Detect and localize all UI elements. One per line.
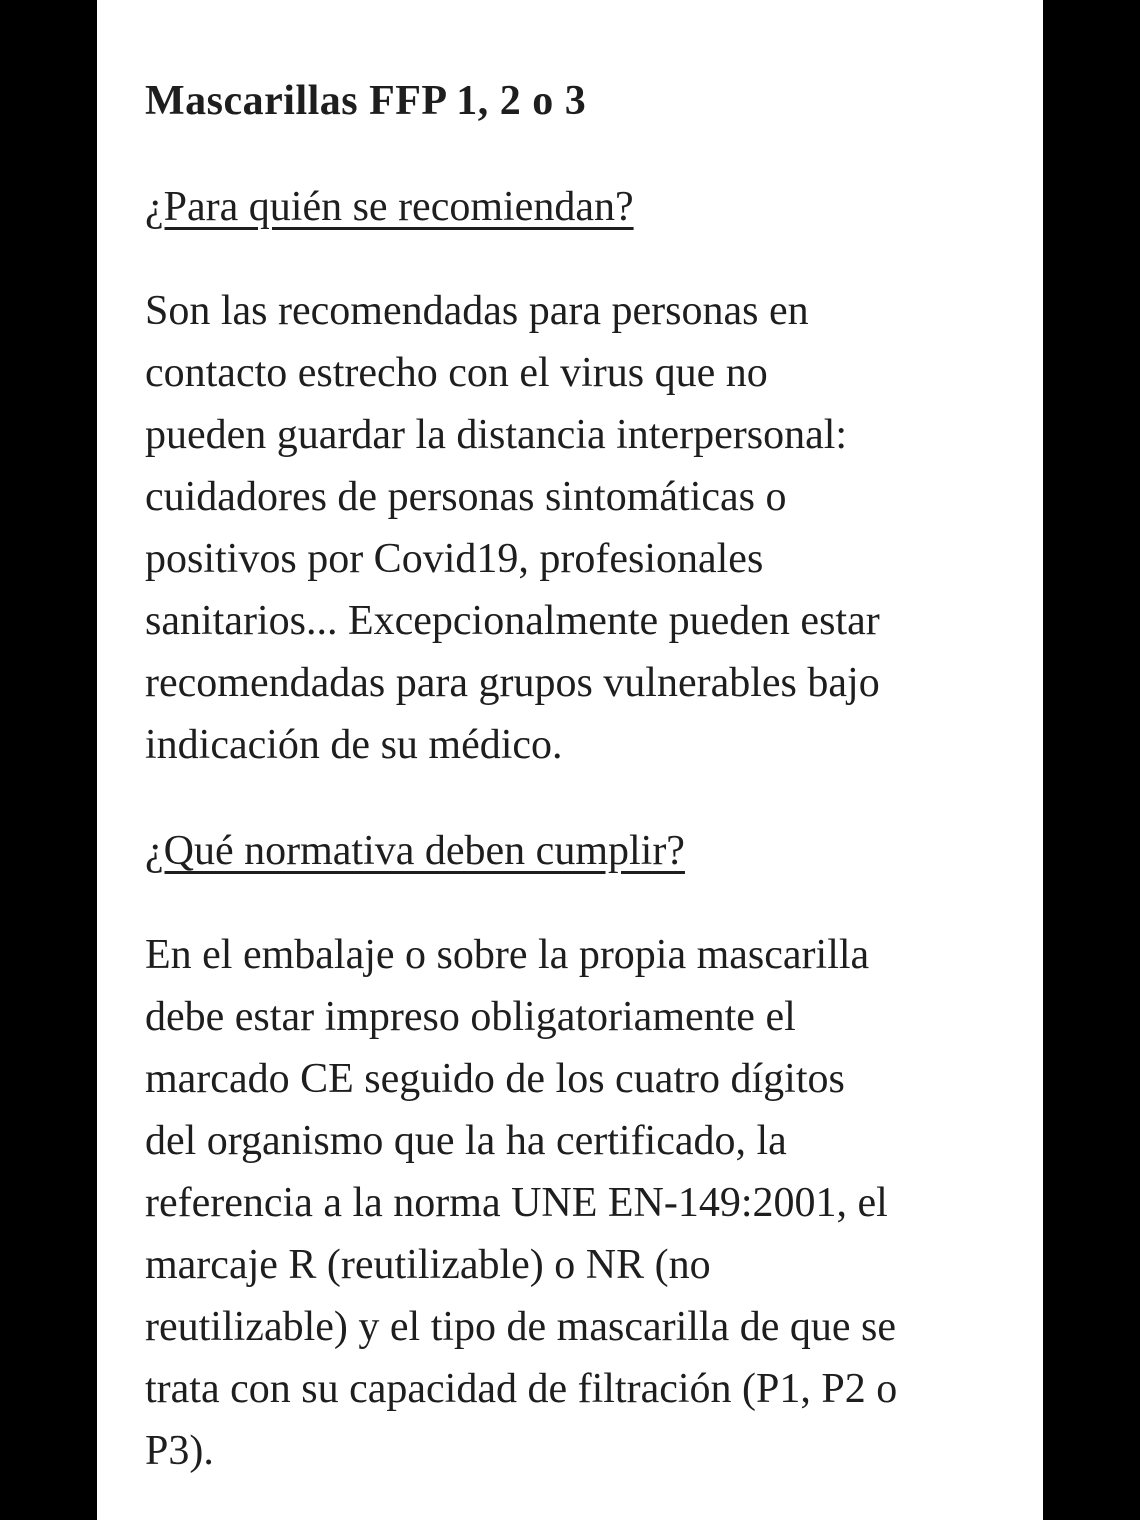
text-line: reutilizable) y el tipo de mascarilla de que se bbox=[145, 1304, 897, 1350]
text-line: debe estar impreso obligatoriamente el bbox=[145, 994, 796, 1040]
letterbox-left-bar bbox=[0, 0, 97, 1520]
article-body bbox=[145, 176, 1023, 1482]
text-line: trata con su capacidad de filtración (P1, P2 o bbox=[145, 1366, 898, 1412]
text-line: pueden guardar la distancia interpersonal: bbox=[145, 412, 848, 458]
text-line: referencia a la norma UNE EN-149:2001, el bbox=[145, 1180, 888, 1226]
text-line: marcaje R (reutilizable) o NR (no bbox=[145, 1242, 711, 1288]
section-paragraph bbox=[145, 924, 1023, 1482]
text-line: cuidadores de personas sintomáticas o bbox=[145, 474, 787, 520]
section-heading: ¿Para quién se recomiendan? bbox=[145, 184, 634, 230]
text-line: Son las recomendadas para personas en bbox=[145, 288, 809, 334]
article-title: Mascarillas FFP 1, 2 o 3 bbox=[145, 78, 587, 124]
text-line: recomendadas para grupos vulnerables bajo bbox=[145, 660, 880, 706]
text-line: del organismo que la ha certificado, la bbox=[145, 1118, 787, 1164]
text-line: P3). bbox=[145, 1428, 214, 1474]
letterbox-right-bar bbox=[1043, 0, 1140, 1520]
text-line: positivos por Covid19, profesionales bbox=[145, 536, 764, 582]
text-line: indicación de su médico. bbox=[145, 722, 563, 768]
article-section bbox=[145, 820, 1023, 1482]
text-line: marcado CE seguido de los cuatro dígitos bbox=[145, 1056, 845, 1102]
article-section bbox=[145, 176, 1023, 776]
text-line: contacto estrecho con el virus que no bbox=[145, 350, 768, 396]
text-line: sanitarios... Excepcionalmente pueden estar bbox=[145, 598, 880, 644]
section-paragraph bbox=[145, 280, 1023, 776]
text-line: En el embalaje o sobre la propia mascarilla bbox=[145, 932, 870, 978]
article-page bbox=[97, 0, 1043, 1520]
section-heading: ¿Qué normativa deben cumplir? bbox=[145, 828, 685, 874]
